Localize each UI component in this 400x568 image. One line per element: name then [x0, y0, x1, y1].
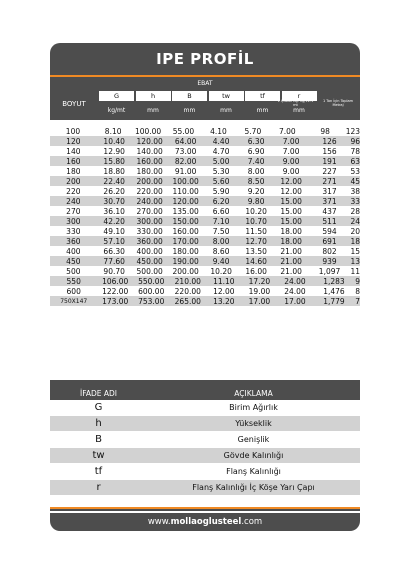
table-cell: 7.50 — [212, 226, 230, 236]
definition-row — [50, 448, 360, 463]
total-length-header: 1 Ton İçin Toplam Metraj — [322, 99, 354, 107]
table-cell: 11.10 — [213, 276, 235, 286]
table-cell: 100.00 — [134, 126, 162, 136]
column-header-name: B — [172, 91, 207, 101]
table-row — [50, 166, 360, 176]
column-header-unit: mm — [183, 107, 196, 114]
table-cell: 371 — [322, 196, 337, 206]
table-cell: 24.00 — [284, 276, 306, 286]
table-row — [50, 246, 360, 256]
table-cell: 200.00 — [136, 176, 163, 186]
description-column-header: AÇIKLAMA — [234, 389, 273, 398]
table-cell: 7.00 — [282, 136, 300, 146]
table-cell: 26.20 — [103, 186, 125, 196]
table-cell: 33 — [350, 196, 360, 206]
definition-symbol: tf — [94, 466, 103, 477]
table-cell: 500.00 — [136, 266, 163, 276]
table-cell: 18 — [350, 236, 360, 246]
table-cell: 8.00 — [247, 166, 265, 176]
definition-description: Gövde Kalınlığı — [223, 451, 284, 460]
table-cell: 7.00 — [282, 146, 300, 156]
table-cell: 98 — [320, 126, 330, 136]
table-cell: 100.00 — [172, 176, 199, 186]
table-cell: 6.30 — [247, 136, 265, 146]
column-header-unit: mm — [256, 107, 269, 114]
table-cell: 12.00 — [280, 186, 302, 196]
table-cell: 4.40 — [212, 136, 230, 146]
table-row — [50, 196, 360, 206]
website-suffix: .com — [241, 517, 263, 527]
table-cell: 6.90 — [247, 146, 265, 156]
table-cell: 220 — [66, 186, 81, 196]
table-cell: 9.00 — [282, 166, 300, 176]
table-cell: 90.70 — [103, 266, 125, 276]
table-cell: 5.70 — [244, 126, 262, 136]
definition-row — [50, 464, 360, 479]
column-header-unit: mm — [293, 107, 305, 114]
table-cell: 750X147 — [60, 297, 88, 305]
table-cell: 511 — [322, 216, 337, 226]
bar-weight-header: 1 Çubuk Ağ. kg/12.1 mt — [277, 99, 314, 107]
table-cell: 8.50 — [247, 176, 265, 186]
table-cell: 200 — [66, 176, 81, 186]
table-row — [50, 176, 360, 186]
table-cell: 939 — [322, 256, 337, 266]
table-cell: 24 — [350, 216, 360, 226]
table-cell: 450 — [66, 256, 81, 266]
boyut-header: BOYUT — [62, 100, 86, 108]
table-cell: 6.20 — [212, 196, 230, 206]
definition-symbol: r — [96, 482, 101, 493]
table-cell: 437 — [322, 206, 337, 216]
table-cell: 15.00 — [280, 216, 302, 226]
table-cell: 120.00 — [136, 136, 163, 146]
table-cell: 16.00 — [245, 266, 267, 276]
table-cell: 7.10 — [212, 216, 230, 226]
table-cell: 330 — [66, 226, 81, 236]
table-cell: 82.00 — [174, 156, 197, 166]
column-header-unit: mm — [220, 107, 232, 114]
table-cell: 21.00 — [280, 266, 302, 276]
table-cell: 12.00 — [280, 176, 302, 186]
table-cell: 360.00 — [136, 236, 163, 246]
table-row — [50, 266, 360, 276]
table-row — [50, 136, 360, 146]
definition-description: Genişlik — [237, 435, 270, 444]
table-cell: 317 — [322, 186, 337, 196]
table-cell: 5.60 — [212, 176, 230, 186]
table-cell: 20 — [350, 226, 360, 236]
table-cell: 5.90 — [212, 186, 230, 196]
definition-row — [50, 432, 360, 447]
table-cell: 190.00 — [172, 256, 199, 266]
table-cell: 1,476 — [323, 286, 345, 296]
table-cell: 19.00 — [248, 286, 271, 296]
table-cell: 7 — [355, 296, 360, 306]
table-cell: 38 — [350, 186, 360, 196]
footer-divider — [50, 509, 360, 511]
table-cell: 550.00 — [138, 276, 165, 286]
table-cell: 91.00 — [174, 166, 197, 176]
table-cell: 15 — [350, 246, 360, 256]
table-cell: 12.70 — [245, 236, 267, 246]
definition-description: Flanş Kalınlığı — [226, 467, 281, 476]
table-cell: 271 — [322, 176, 337, 186]
table-cell: 1,097 — [318, 266, 341, 276]
table-cell: 120.00 — [172, 196, 199, 206]
table-cell: 22.40 — [103, 176, 125, 186]
table-cell: 63 — [350, 156, 360, 166]
table-cell: 1,283 — [323, 276, 345, 286]
table-cell: 600 — [66, 286, 81, 296]
table-cell: 36.10 — [103, 206, 125, 216]
definition-description: Flanş Kalınlığı İç Köşe Yarı Çapı — [192, 483, 315, 492]
table-cell: 15.00 — [280, 206, 302, 216]
definition-row — [50, 400, 360, 415]
table-cell: 360 — [66, 236, 81, 246]
table-cell: 18.80 — [103, 166, 125, 176]
table-cell: 10.20 — [210, 266, 232, 276]
table-cell: 5.00 — [212, 156, 230, 166]
table-cell: 270.00 — [136, 206, 163, 216]
table-cell: 5.30 — [212, 166, 230, 176]
table-cell: 77.60 — [103, 256, 125, 266]
table-cell: 14.60 — [245, 256, 267, 266]
table-cell: 11 — [350, 266, 360, 276]
column-header-unit: mm — [147, 107, 159, 114]
table-cell: 13.20 — [213, 296, 235, 306]
table-cell: 300.00 — [136, 216, 163, 226]
table-cell: 180.00 — [136, 166, 163, 176]
table-cell: 9.40 — [212, 256, 230, 266]
table-cell: 64.00 — [174, 136, 197, 146]
table-cell: 180.00 — [172, 246, 199, 256]
table-cell: 100 — [65, 126, 81, 136]
table-row — [50, 286, 360, 296]
table-cell: 57.10 — [103, 236, 125, 246]
table-cell: 66.30 — [103, 246, 125, 256]
definition-symbol: G — [94, 402, 103, 413]
table-cell: 123 — [345, 126, 361, 136]
table-cell: 500 — [66, 266, 81, 276]
table-cell: 691 — [322, 236, 337, 246]
table-cell: 13 — [350, 256, 360, 266]
table-row — [50, 206, 360, 216]
table-cell: 220.00 — [136, 186, 163, 196]
table-cell: 21.00 — [280, 256, 302, 266]
table-cell: 78 — [350, 146, 360, 156]
table-cell: 6.60 — [212, 206, 230, 216]
table-cell: 122.00 — [102, 286, 129, 296]
table-cell: 400 — [66, 246, 81, 256]
ebat-header: EBAT — [50, 79, 360, 88]
table-cell: 8.60 — [212, 246, 230, 256]
table-cell: 600.00 — [138, 286, 165, 296]
table-cell: 8 — [355, 286, 360, 296]
table-cell: 300 — [66, 216, 81, 226]
table-cell: 270 — [66, 206, 81, 216]
table-cell: 170.00 — [172, 236, 199, 246]
table-cell: 191 — [322, 156, 337, 166]
column-header-name: tw — [209, 91, 244, 101]
table-row — [50, 186, 360, 196]
table-cell: 49.10 — [103, 226, 125, 236]
column-header-unit: kg/mt — [107, 107, 126, 114]
table-cell: 265.00 — [174, 296, 201, 306]
table-row — [50, 156, 360, 166]
table-cell: 200.00 — [172, 266, 199, 276]
table-cell: 227 — [322, 166, 337, 176]
table-cell: 594 — [322, 226, 337, 236]
table-row — [50, 216, 360, 226]
definition-description: Birim Ağırlık — [229, 403, 278, 412]
table-cell: 15.00 — [280, 196, 302, 206]
website-prefix: www. — [147, 517, 171, 527]
column-header-name: r — [282, 91, 317, 101]
table-row — [50, 236, 360, 246]
table-cell: 120 — [66, 136, 81, 146]
footer — [50, 513, 360, 531]
table-cell: 110.00 — [172, 186, 199, 196]
table-cell: 180 — [66, 166, 81, 176]
symbol-column-header: İFADE ADI — [80, 389, 117, 398]
column-header-name: h — [136, 91, 171, 101]
table-cell: 30.70 — [103, 196, 125, 206]
table-cell: 21.00 — [280, 246, 302, 256]
table-cell: 53 — [350, 166, 360, 176]
table-cell: 330.00 — [136, 226, 163, 236]
table-cell: 1,779 — [323, 296, 345, 306]
table-cell: 12.90 — [103, 146, 125, 156]
table-cell: 160.00 — [136, 156, 163, 166]
table-cell: 12.00 — [213, 286, 235, 296]
table-cell: 28 — [350, 206, 360, 216]
table-cell: 753.00 — [138, 296, 165, 306]
table-cell: 173.00 — [102, 296, 129, 306]
table-cell: 18.00 — [280, 236, 302, 246]
table-cell: 11.50 — [245, 226, 267, 236]
table-cell: 9.80 — [247, 196, 265, 206]
definitions-top-bar — [50, 380, 360, 387]
table-cell: 9 — [355, 276, 360, 286]
table-cell: 450.00 — [136, 256, 163, 266]
table-cell: 73.00 — [174, 146, 197, 156]
table-cell: 42.20 — [103, 216, 125, 226]
table-cell: 160.00 — [172, 226, 199, 236]
table-cell: 7.00 — [278, 126, 296, 136]
table-cell: 550 — [66, 276, 81, 286]
table-cell: 45 — [350, 176, 360, 186]
table-cell: 7.40 — [247, 156, 265, 166]
table-cell: 220.00 — [174, 286, 201, 296]
table-row — [50, 146, 360, 156]
table-cell: 156 — [322, 146, 337, 156]
table-cell: 18.00 — [280, 226, 302, 236]
table-cell: 10.20 — [245, 206, 267, 216]
table-cell: 9.20 — [247, 186, 265, 196]
table-row — [50, 296, 360, 306]
table-cell: 140 — [66, 146, 81, 156]
table-cell: 150.00 — [172, 216, 199, 226]
table-cell: 96 — [350, 136, 360, 146]
table-cell: 126 — [322, 136, 337, 146]
column-header-name: tf — [245, 91, 280, 101]
table-cell: 10.70 — [245, 216, 267, 226]
table-cell: 10.40 — [103, 136, 125, 146]
definitions-header — [50, 387, 360, 400]
table-cell: 15.80 — [103, 156, 125, 166]
table-cell: 4.10 — [210, 126, 227, 136]
table-cell: 55.00 — [172, 126, 195, 136]
table-cell: 9.00 — [282, 156, 300, 166]
table-cell: 8.10 — [104, 126, 122, 136]
definition-row — [50, 416, 360, 431]
column-header-name: G — [99, 91, 134, 101]
table-cell: 17.00 — [248, 296, 271, 306]
table-cell: 210.00 — [174, 276, 201, 286]
table-cell: 13.50 — [245, 246, 267, 256]
definition-symbol: h — [95, 418, 102, 429]
table-cell: 140.00 — [136, 146, 163, 156]
table-cell: 4.70 — [212, 146, 230, 156]
table-cell: 240.00 — [136, 196, 163, 206]
definition-row — [50, 480, 360, 495]
table-cell: 17.00 — [284, 296, 306, 306]
definition-symbol: B — [95, 434, 102, 445]
table-row — [50, 226, 360, 236]
table-cell: 17.20 — [248, 276, 271, 286]
definition-symbol: tw — [92, 450, 105, 461]
table-cell: 24.00 — [284, 286, 306, 296]
website-brand: mollaoglusteel — [170, 517, 242, 527]
page-title: IPE PROFİL — [50, 43, 360, 75]
table-row — [50, 276, 360, 286]
table-cell: 106.00 — [102, 276, 129, 286]
table-cell: 802 — [322, 246, 337, 256]
table-cell: 8.00 — [212, 236, 230, 246]
table-row — [50, 256, 360, 266]
table-cell: 135.00 — [172, 206, 199, 216]
definition-description: Yükseklik — [235, 419, 272, 428]
table-row — [50, 126, 360, 136]
table-cell: 400.00 — [136, 246, 163, 256]
table-cell: 240 — [66, 196, 81, 206]
table-cell: 160 — [66, 156, 81, 166]
